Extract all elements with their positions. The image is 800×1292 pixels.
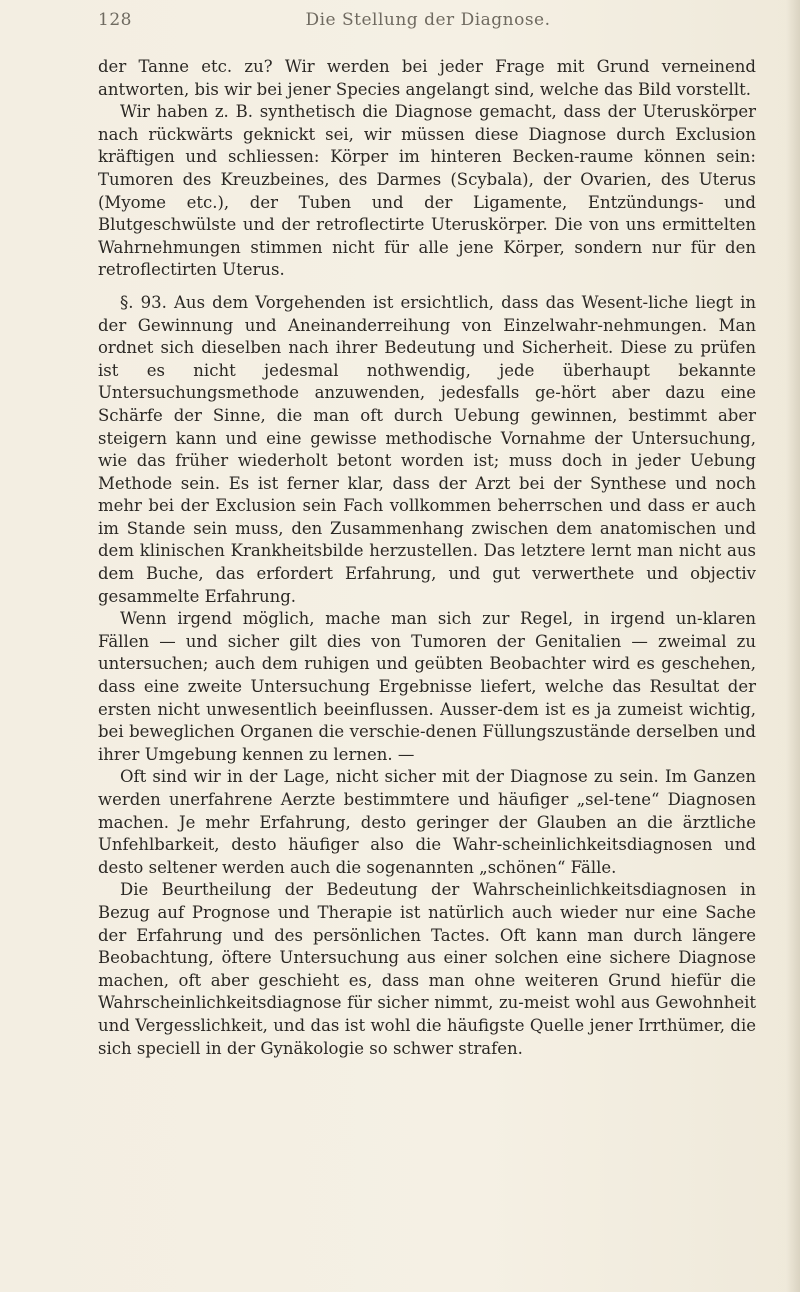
paragraph-uncertain-diagnosis: Oft sind wir in der Lage, nicht sicher mit der Diagnose zu sein. Im Ganzen werden unerfahrene Aerzte bestimmtere und häufiger „sel-tene“ Diagnosen machen. Je mehr Erfahrung, desto geringer der Glauben an die ärztliche Unfehlbarkeit, desto häufiger also die Wahr-scheinlichkeitsdiagnosen und desto seltener werden auch die sogenannten „schönen“ Fälle. [98,767,756,877]
paragraph-continuation: der Tanne etc. zu? Wir werden bei jeder Frage mit Grund verneinend antworten, bis wir bei jener Species angelangt sind, welche das Bild vorstellt. [98,57,756,99]
paragraph-probability-diagnosis: Die Beurtheilung der Bedeutung der Wahrscheinlichkeitsdiagnosen in Bezug auf Prognose und Therapie ist natürlich auch wieder nur eine Sache der Erfahrung und des persönlichen Tactes. Oft kann man durch längere Beobachtung, öftere Untersuchung aus einer solchen eine sichere Diagnose machen, oft aber geschieht es, dass man ohne weiteren Grund hiefür die Wahrscheinlichkeitsdiagnose für sicher nimmt, zu-meist wohl aus Gewohnheit und Vergesslichkeit, und das ist wohl die häufigste Quelle jener Irrthümer, die sich speciell in der Gynäkologie so schwer strafen. [98,880,756,1058]
page-number: 128 [98,10,132,30]
paragraph-repeat-examination: Wenn irgend möglich, mache man sich zur Regel, in irgend un-klaren Fällen — und sicher gilt dies von Tumoren der Genitalien — zweimal zu untersuchen; auch dem ruhigen und geübten Beobachter wird es geschehen, dass eine zweite Untersuchung Ergebnisse liefert, welche das Resultat der ersten nicht unwesentlich beeinflussen. Ausser-dem ist es ja zumeist wichtig, bei beweglichen Organen die verschie-denen Füllungszustände derselben und ihrer Umgebung kennen zu lernen. — [98,609,756,764]
running-title: Die Stellung der Diagnose. [305,10,551,30]
page-edge-shadow [786,0,800,1292]
page-header [98,10,758,40]
paragraph-example: Wir haben z. B. synthetisch die Diagnose gemacht, dass der Uteruskörper nach rückwärts geknickt sei, wir müssen diese Diagnose durch Exclusion kräftigen und schliessen: Körper im hinteren Becken-raume können sein: Tumoren des Kreuzbeines, des Darmes (Scybala), der Ovarien, des Uterus (Myome etc.), der Tuben und der Ligamente, Entzündungs- und Blutgeschwülste und der retroflectirte Uteruskörper. Die von uns ermittelten Wahrnehmungen stimmen nicht für alle jene Körper, sondern nur für den retroflectirten Uterus. [98,102,756,280]
body-text [98,56,756,1060]
paragraph-section-93: §. 93. Aus dem Vorgehenden ist ersichtlich, dass das Wesent-liche liegt in der Gewinnung und Aneinanderreihung von Einzelwahr-nehmungen. Man ordnet sich dieselben nach ihrer Bedeutung und Sicherheit. Diese zu prüfen ist es nicht jedesmal nothwendig, jede überhaupt bekannte Untersuchungsmethode anzuwenden, jedesfalls ge-hört aber dazu eine Schärfe der Sinne, die man oft durch Uebung gewinnen, bestimmt aber steigern kann und eine gewisse methodische Vornahme der Untersuchung, wie das früher wiederholt betont worden ist; muss doch in jeder Uebung Methode sein. Es ist ferner klar, dass der Arzt bei der Synthese und noch mehr bei der Exclusion sein Fach vollkommen beherrschen und dass er auch im Stande sein muss, den Zusammenhang zwischen dem anatomischen und dem klinischen Krankheitsbilde herzustellen. Das letztere lernt man nicht aus dem Buche, das erfordert Erfahrung, und gut verwerthete und objectiv gesammelte Erfahrung. [98,292,756,606]
